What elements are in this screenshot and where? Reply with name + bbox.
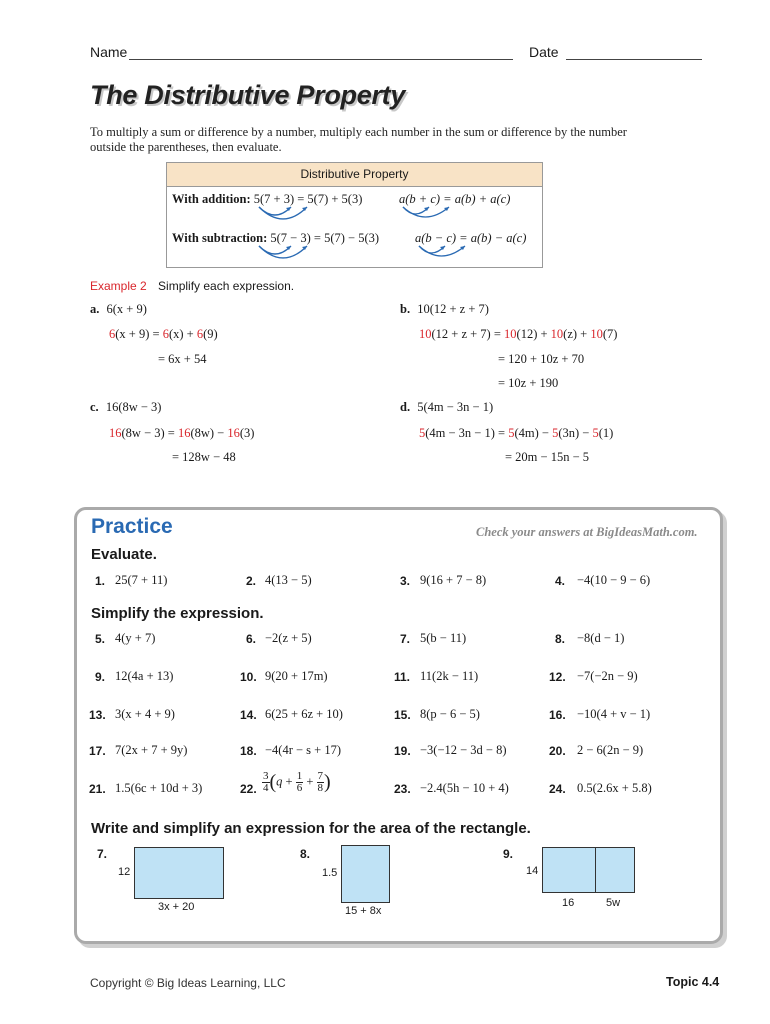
- problem-expression: 9(20 + 17m): [265, 669, 328, 683]
- problem-number: 14.: [240, 708, 257, 722]
- rect-side-label: 1.5: [322, 867, 338, 879]
- problem-expression: 3(x + 4 + 9): [115, 707, 175, 721]
- problem-number: 21.: [89, 782, 106, 796]
- problem-expression: 0.5(2.6x + 5.8): [577, 781, 652, 795]
- addition-example: 5(7 + 3) = 5(7) + 5(3): [253, 192, 363, 206]
- problem-expression: 4(13 − 5): [265, 573, 312, 587]
- problem-number: 22.: [240, 782, 257, 796]
- problem-expression: −4(10 − 9 − 6): [577, 573, 651, 587]
- rect-bottom-label: 5w: [606, 897, 621, 909]
- problem-number: 1.: [95, 574, 106, 588]
- problem-number: 20.: [549, 744, 566, 758]
- problem-number: 16.: [549, 708, 566, 722]
- example-c-problem: c. 16(8w − 3): [90, 400, 162, 414]
- problem-expression: 7(2x + 7 + 9y): [115, 743, 188, 757]
- problem-number: 19.: [394, 744, 411, 758]
- rect-bottom-label: 15 + 8x: [345, 905, 382, 917]
- rect-side-label: 14: [526, 865, 539, 877]
- example-d-step2: = 20m − 15n − 5: [505, 450, 589, 464]
- intro-line-2: outside the parentheses, then evaluate.: [90, 140, 282, 154]
- problem-expression: 5(b − 11): [420, 631, 467, 645]
- problem-expression: 1.5(6c + 10d + 3): [115, 781, 203, 795]
- rect-bottom-label: 16: [562, 897, 575, 909]
- name-line[interactable]: [129, 59, 513, 60]
- problem-number: 10.: [240, 670, 257, 684]
- problem-number: 11.: [394, 670, 411, 684]
- problem-number: 17.: [89, 744, 106, 758]
- problem-expression: −10(4 + v − 1): [577, 707, 651, 721]
- problem-expression: −8(d − 1): [577, 631, 625, 645]
- problem-expression: −4(4r − s + 17): [265, 743, 342, 757]
- problem-expression: 12(4a + 13): [115, 669, 174, 683]
- problem-expression: −7(−2n − 9): [577, 669, 638, 683]
- example-c-step2: = 128w − 48: [172, 450, 236, 464]
- addition-label: With addition:: [172, 192, 251, 206]
- example-b-problem: b. 10(12 + z + 7): [400, 302, 489, 316]
- problem-22-expression: $\frac{3}{4}$ (q + $\frac{1}{6}$ + $\frac{7}{8}$ ): [263, 770, 331, 794]
- problem-number: 2.: [246, 574, 257, 588]
- subtraction-example: 5(7 − 3) = 5(7) − 5(3): [270, 231, 380, 245]
- problem-expression: 11(2k − 11): [420, 669, 479, 683]
- subtraction-label: With subtraction:: [172, 231, 268, 245]
- problem-number: 12.: [549, 670, 566, 684]
- example-label: Example 2: [90, 279, 147, 293]
- rectangle-9-left: [542, 847, 596, 893]
- rectangle-7: [134, 847, 224, 899]
- dp-table-header: Distributive Property: [167, 163, 542, 187]
- problem-number: 7.: [400, 632, 411, 646]
- example-b-step2: = 120 + 10z + 70: [498, 352, 585, 366]
- intro-line-1: To multiply a sum or difference by a number, multiply each number in the sum or difference by the number: [90, 125, 627, 139]
- problem-number: 8.: [555, 632, 566, 646]
- problem-expression: 4(y + 7): [115, 631, 156, 645]
- example-c-step1: 16(8w − 3) = 16(8w) − 16(3): [109, 426, 255, 440]
- practice-title: Practice: [91, 515, 173, 538]
- example-a-step2: = 6x + 54: [158, 352, 207, 366]
- rect-side-label: 12: [118, 866, 131, 878]
- date-label: Date: [529, 44, 559, 60]
- problem-expression: 6(25 + 6z + 10): [265, 707, 343, 721]
- problem-number: 15.: [394, 708, 411, 722]
- area-heading: Write and simplify an expression for the area of the rectangle.: [91, 820, 531, 837]
- problem-number: 6.: [246, 632, 257, 646]
- problem-expression: −2.4(5h − 10 + 4): [420, 781, 509, 795]
- problem-expression: −2(z + 5): [265, 631, 312, 645]
- topic-label: Topic 4.4: [666, 975, 720, 989]
- name-label: Name: [90, 44, 128, 60]
- copyright: Copyright © Big Ideas Learning, LLC: [90, 976, 286, 990]
- rect-bottom-label: 3x + 20: [158, 901, 195, 913]
- example-d-problem: d. 5(4m − 3n − 1): [400, 400, 494, 414]
- example-a-problem: a. 6(x + 9): [90, 302, 147, 316]
- distributive-property-table: [166, 162, 543, 268]
- rectangle-8: [341, 845, 390, 903]
- problem-expression: −3(−12 − 3d − 8): [420, 743, 507, 757]
- problem-number: 13.: [89, 708, 106, 722]
- rectangle-9-right: [595, 847, 635, 893]
- problem-expression: 8(p − 6 − 5): [420, 707, 480, 721]
- example-a-step1: 6(x + 9) = 6(x) + 6(9): [109, 327, 218, 341]
- example-instruction: Simplify each expression.: [158, 279, 295, 293]
- check-answers-text: Check your answers at BigIdeasMath.com.: [476, 525, 698, 539]
- rect-problem-number: 9.: [503, 847, 514, 861]
- distribution-arrows-icon: [167, 163, 544, 269]
- date-line[interactable]: [566, 59, 702, 60]
- example-d-step1: 5(4m − 3n − 1) = 5(4m) − 5(3n) − 5(1): [419, 426, 614, 440]
- problem-number: 3.: [400, 574, 411, 588]
- problem-expression: 25(7 + 11): [115, 573, 168, 587]
- problem-number: 18.: [240, 744, 257, 758]
- addition-general: a(b + c) = a(b) + a(c): [399, 192, 511, 206]
- rect-problem-number: 7.: [97, 847, 108, 861]
- problem-expression: 2 − 6(2n − 9): [577, 743, 644, 757]
- rect-problem-number: 8.: [300, 847, 311, 861]
- example-b-step1: 10(12 + z + 7) = 10(12) + 10(z) + 10(7): [419, 327, 618, 341]
- evaluate-heading: Evaluate.: [91, 546, 157, 563]
- problem-number: 23.: [394, 782, 411, 796]
- problem-number: 4.: [555, 574, 566, 588]
- example-b-step3: = 10z + 190: [498, 376, 559, 390]
- problem-expression: 9(16 + 7 − 8): [420, 573, 487, 587]
- subtraction-general: a(b − c) = a(b) − a(c): [415, 231, 527, 245]
- problem-number: 5.: [95, 632, 106, 646]
- problem-number: 24.: [549, 782, 566, 796]
- page-title: The Distributive Property: [90, 80, 406, 110]
- simplify-heading: Simplify the expression.: [91, 605, 264, 622]
- problem-number: 9.: [95, 670, 106, 684]
